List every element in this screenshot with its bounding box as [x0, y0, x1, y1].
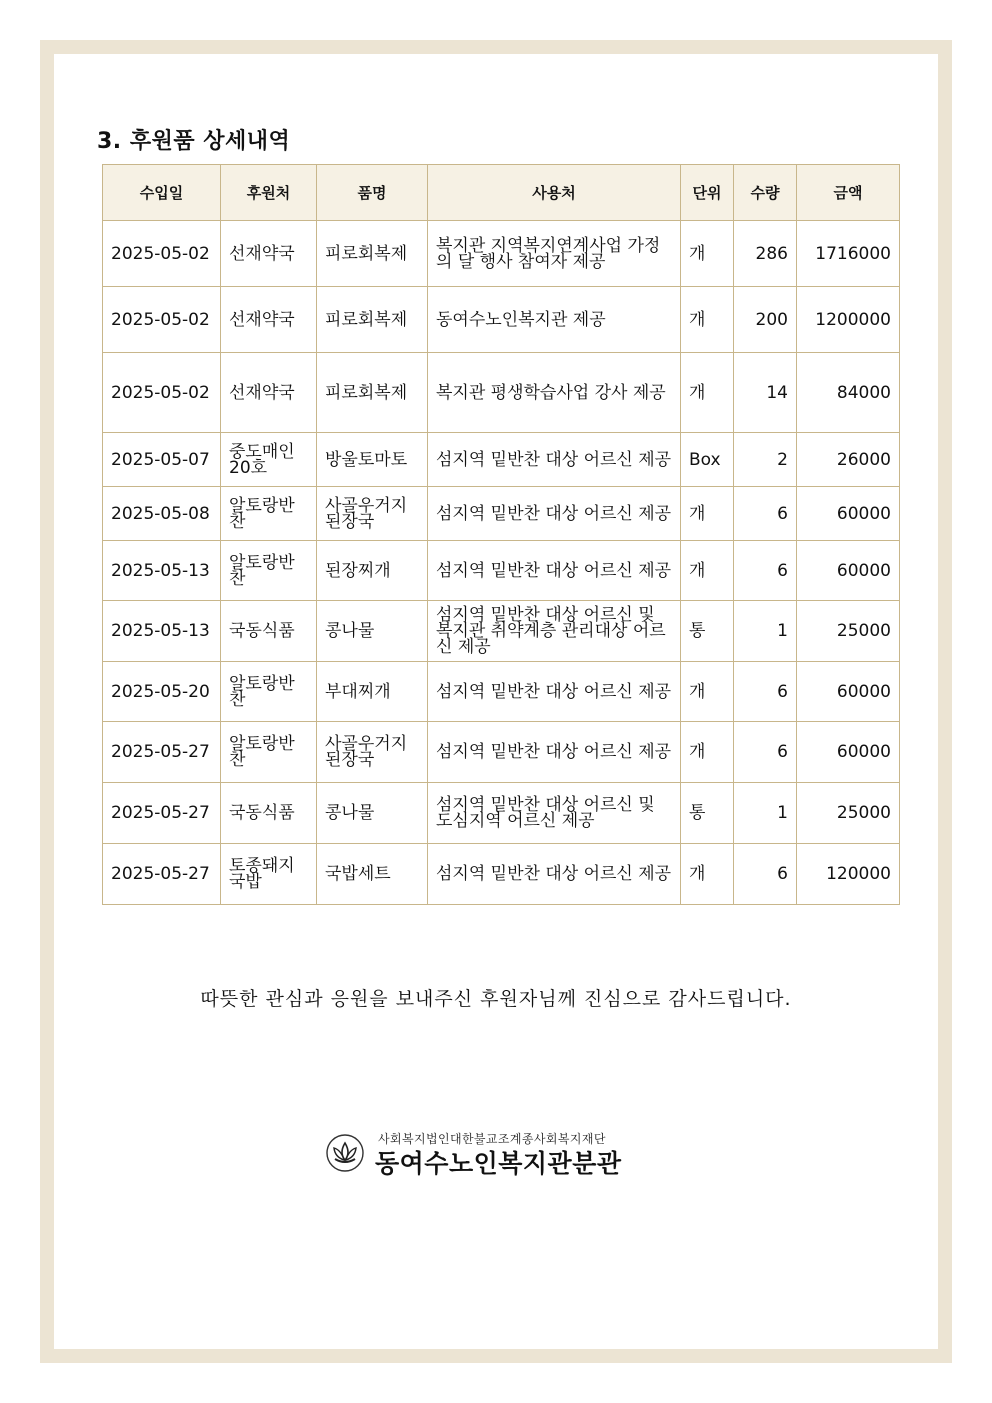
cell-qty: 6 [734, 662, 797, 722]
cell-usage: 섬지역 밑반찬 대상 어르신 제공 [428, 433, 681, 487]
table-row [103, 221, 900, 287]
donation-detail-table [102, 164, 900, 905]
cell-date: 2025-05-27 [103, 722, 221, 783]
logo-name: 동여수노인복지관분관 [375, 1149, 622, 1178]
cell-donor: 알토랑반찬 [221, 662, 317, 722]
cell-amount: 60000 [797, 662, 900, 722]
cell-amount: 60000 [797, 722, 900, 783]
cell-amount: 84000 [797, 353, 900, 433]
cell-donor: 선재약국 [221, 221, 317, 287]
cell-donor: 알토랑반찬 [221, 722, 317, 783]
cell-usage: 섬지역 밑반찬 대상 어르신 제공 [428, 541, 681, 601]
table-header-row [103, 165, 900, 221]
cell-amount: 1200000 [797, 287, 900, 353]
cell-item: 부대찌개 [317, 662, 428, 722]
cell-unit: 통 [681, 783, 734, 844]
cell-unit: 개 [681, 541, 734, 601]
cell-date: 2025-05-13 [103, 541, 221, 601]
cell-date: 2025-05-02 [103, 287, 221, 353]
table-row [103, 601, 900, 662]
cell-date: 2025-05-02 [103, 353, 221, 433]
cell-date: 2025-05-27 [103, 783, 221, 844]
cell-usage: 복지관 평생학습사업 강사 제공 [428, 353, 681, 433]
table-row [103, 287, 900, 353]
cell-qty: 1 [734, 783, 797, 844]
cell-donor: 국동식품 [221, 601, 317, 662]
cell-unit: 개 [681, 844, 734, 905]
table-row [103, 662, 900, 722]
cell-qty: 14 [734, 353, 797, 433]
cell-donor: 선재약국 [221, 353, 317, 433]
header-amount: 금액 [797, 165, 900, 221]
cell-amount: 25000 [797, 601, 900, 662]
cell-donor: 알토랑반찬 [221, 487, 317, 541]
cell-amount: 60000 [797, 541, 900, 601]
header-qty: 수량 [734, 165, 797, 221]
cell-unit: 통 [681, 601, 734, 662]
cell-date: 2025-05-27 [103, 844, 221, 905]
header-date: 수입일 [103, 165, 221, 221]
header-item: 품명 [317, 165, 428, 221]
table-row [103, 353, 900, 433]
cell-usage: 복지관 지역복지연계사업 가정의 달 행사 참여자 제공 [428, 221, 681, 287]
cell-date: 2025-05-07 [103, 433, 221, 487]
cell-qty: 6 [734, 487, 797, 541]
cell-amount: 1716000 [797, 221, 900, 287]
cell-unit: 개 [681, 353, 734, 433]
cell-donor: 알토랑반찬 [221, 541, 317, 601]
cell-item: 사골우거지된장국 [317, 722, 428, 783]
cell-unit: 개 [681, 287, 734, 353]
cell-donor: 선재약국 [221, 287, 317, 353]
header-donor: 후원처 [221, 165, 317, 221]
header-usage: 사용처 [428, 165, 681, 221]
table-row [103, 783, 900, 844]
cell-unit: Box [681, 433, 734, 487]
cell-qty: 286 [734, 221, 797, 287]
section-heading: 3. 후원품 상세내역 [97, 129, 291, 154]
cell-qty: 200 [734, 287, 797, 353]
cell-qty: 6 [734, 722, 797, 783]
table-row [103, 541, 900, 601]
table-row [103, 722, 900, 783]
cell-amount: 26000 [797, 433, 900, 487]
cell-qty: 6 [734, 541, 797, 601]
cell-donor: 토종돼지국밥 [221, 844, 317, 905]
cell-unit: 개 [681, 722, 734, 783]
cell-amount: 25000 [797, 783, 900, 844]
cell-item: 콩나물 [317, 783, 428, 844]
cell-unit: 개 [681, 221, 734, 287]
cell-donor: 중도매인20호 [221, 433, 317, 487]
cell-amount: 120000 [797, 844, 900, 905]
cell-usage: 동여수노인복지관 제공 [428, 287, 681, 353]
organization-logo [325, 1130, 645, 1178]
lotus-emblem-icon [325, 1133, 367, 1173]
cell-unit: 개 [681, 487, 734, 541]
cell-date: 2025-05-02 [103, 221, 221, 287]
table-row [103, 433, 900, 487]
cell-usage: 섬지역 밑반찬 대상 어르신 제공 [428, 844, 681, 905]
cell-item: 피로회복제 [317, 353, 428, 433]
cell-date: 2025-05-08 [103, 487, 221, 541]
cell-usage: 섬지역 밑반찬 대상 어르신 제공 [428, 662, 681, 722]
header-unit: 단위 [681, 165, 734, 221]
cell-item: 방울토마토 [317, 433, 428, 487]
logo-subtitle: 사회복지법인대한불교조계종사회복지재단 [378, 1132, 606, 1146]
cell-usage: 섬지역 밑반찬 대상 어르신 제공 [428, 487, 681, 541]
cell-item: 피로회복제 [317, 287, 428, 353]
cell-usage: 섬지역 밑반찬 대상 어르신 제공 [428, 722, 681, 783]
cell-item: 사골우거지된장국 [317, 487, 428, 541]
cell-date: 2025-05-20 [103, 662, 221, 722]
cell-usage: 섬지역 밑반찬 대상 어르신 및 도심지역 어르신 제공 [428, 783, 681, 844]
cell-item: 국밥세트 [317, 844, 428, 905]
table-row [103, 844, 900, 905]
cell-qty: 2 [734, 433, 797, 487]
cell-usage: 섬지역 밑반찬 대상 어르신 및 복지관 취약계층 관리대상 어르신 제공 [428, 601, 681, 662]
cell-item: 콩나물 [317, 601, 428, 662]
thanks-message: 따뜻한 관심과 응원을 보내주신 후원자님께 진심으로 감사드립니다. [200, 988, 792, 1010]
cell-unit: 개 [681, 662, 734, 722]
cell-qty: 1 [734, 601, 797, 662]
cell-date: 2025-05-13 [103, 601, 221, 662]
table-row [103, 487, 900, 541]
cell-qty: 6 [734, 844, 797, 905]
cell-amount: 60000 [797, 487, 900, 541]
table-body [103, 221, 900, 905]
cell-donor: 국동식품 [221, 783, 317, 844]
cell-item: 피로회복제 [317, 221, 428, 287]
cell-item: 된장찌개 [317, 541, 428, 601]
